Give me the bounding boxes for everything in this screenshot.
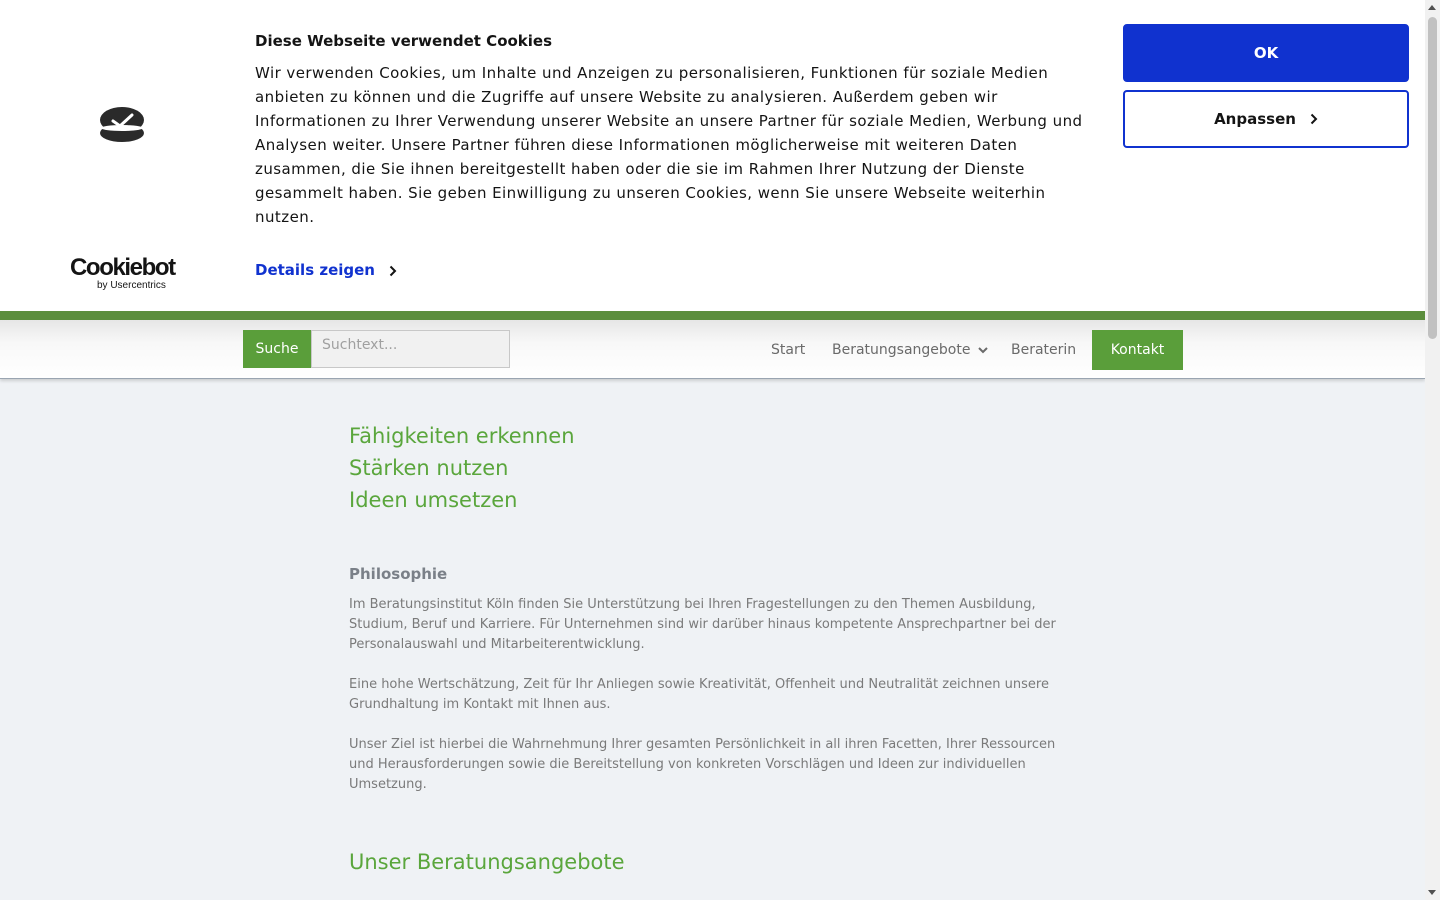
offers-heading: Unser Beratungsangebote xyxy=(349,850,625,874)
customize-button[interactable] xyxy=(1123,90,1409,148)
chevron-right-icon xyxy=(1310,113,1318,125)
details-link-label: Details zeigen xyxy=(255,261,375,279)
cookiebot-logo-text: Cookiebot xyxy=(70,254,175,281)
cookiebot-logo xyxy=(70,254,175,291)
nav-item-beratungsangebote[interactable] xyxy=(832,330,988,370)
tagline-2: Stärken nutzen xyxy=(349,456,509,480)
ok-button-label: OK xyxy=(1253,44,1279,62)
scrollbar-thumb[interactable] xyxy=(1428,17,1437,339)
search-button[interactable]: Suche xyxy=(243,330,311,368)
philosophy-paragraph: Eine hohe Wertschätzung, Zeit für Ihr Anliegen sowie Kreativität, Offenheit und Neutralität zeichnen unsere Grundhaltung im Kontakt mit Ihnen aus. xyxy=(349,677,1049,712)
cookie-consent-icon xyxy=(99,106,145,144)
cookiebot-logo-subtext: by Usercentrics xyxy=(97,280,166,291)
customize-button-label: Anpassen xyxy=(1214,110,1296,128)
scroll-down-arrow-icon[interactable] xyxy=(1428,890,1436,895)
nav-item-start[interactable]: Start xyxy=(771,342,806,358)
philosophy-heading: Philosophie xyxy=(349,565,448,583)
cookie-banner xyxy=(0,0,1425,311)
cookie-banner-title: Diese Webseite verwendet Cookies xyxy=(255,32,553,50)
tagline-3: Ideen umsetzen xyxy=(349,488,518,512)
nav-item-beraterin[interactable]: Beraterin xyxy=(1011,342,1077,358)
main-content xyxy=(349,420,1089,877)
philosophy-paragraph: Unser Ziel ist hierbei die Wahrnehmung Ihrer gesamten Persönlichkeit in all ihren Facetten, Ihrer Ressourcen und Herausforderungen sowie die Bereitstellung von konkreten Vorschlägen und Ideen zur individuellen Umsetzung. xyxy=(349,737,1056,792)
philosophy-paragraph: Im Beratungsinstitut Köln finden Sie Unterstützung bei Ihren Fragestellungen zu den Themen Ausbildung, Studium, Beruf und Karriere. Für Unternehmen sind wir darüber hinaus kompetente Ansprechpartner bei der Personalauswahl und Mitarbeiterentwicklung. xyxy=(349,597,1056,652)
chevron-down-icon xyxy=(978,347,988,354)
nav-item-label: Beratungsangebote xyxy=(832,342,971,358)
chevron-right-icon xyxy=(389,265,397,277)
scroll-up-arrow-icon[interactable] xyxy=(1428,5,1436,10)
page-scrollbar[interactable] xyxy=(1425,0,1440,900)
search-input[interactable] xyxy=(311,330,510,368)
ok-button[interactable] xyxy=(1123,24,1409,82)
nav-item-kontakt[interactable]: Kontakt xyxy=(1092,330,1183,370)
site-header xyxy=(0,320,1425,379)
details-link[interactable] xyxy=(255,261,397,279)
header-accent-stripe xyxy=(0,311,1425,320)
tagline-1: Fähigkeiten erkennen xyxy=(349,424,575,448)
cookie-banner-text: Wir verwenden Cookies, um Inhalte und Anzeigen zu personalisieren, Funktionen für soziale Medien anbieten zu können und die Zugriffe auf unsere Website zu analysieren. Außerdem geben wir Informationen zu Ihrer Verwendung unserer Website an unsere Partner für soziale Medien, Werbung und Analysen weiter. Unsere Partner führen diese Informationen möglicherweise mit weiteren Daten zusammen, die Sie ihnen bereitgestellt haben oder die sie im Rahmen Ihrer Nutzung der Dienste gesammelt haben. Sie geben Einwilligung zu unseren Cookies, wenn Sie unsere Webseite weiterhin nutzen. xyxy=(255,64,1083,226)
